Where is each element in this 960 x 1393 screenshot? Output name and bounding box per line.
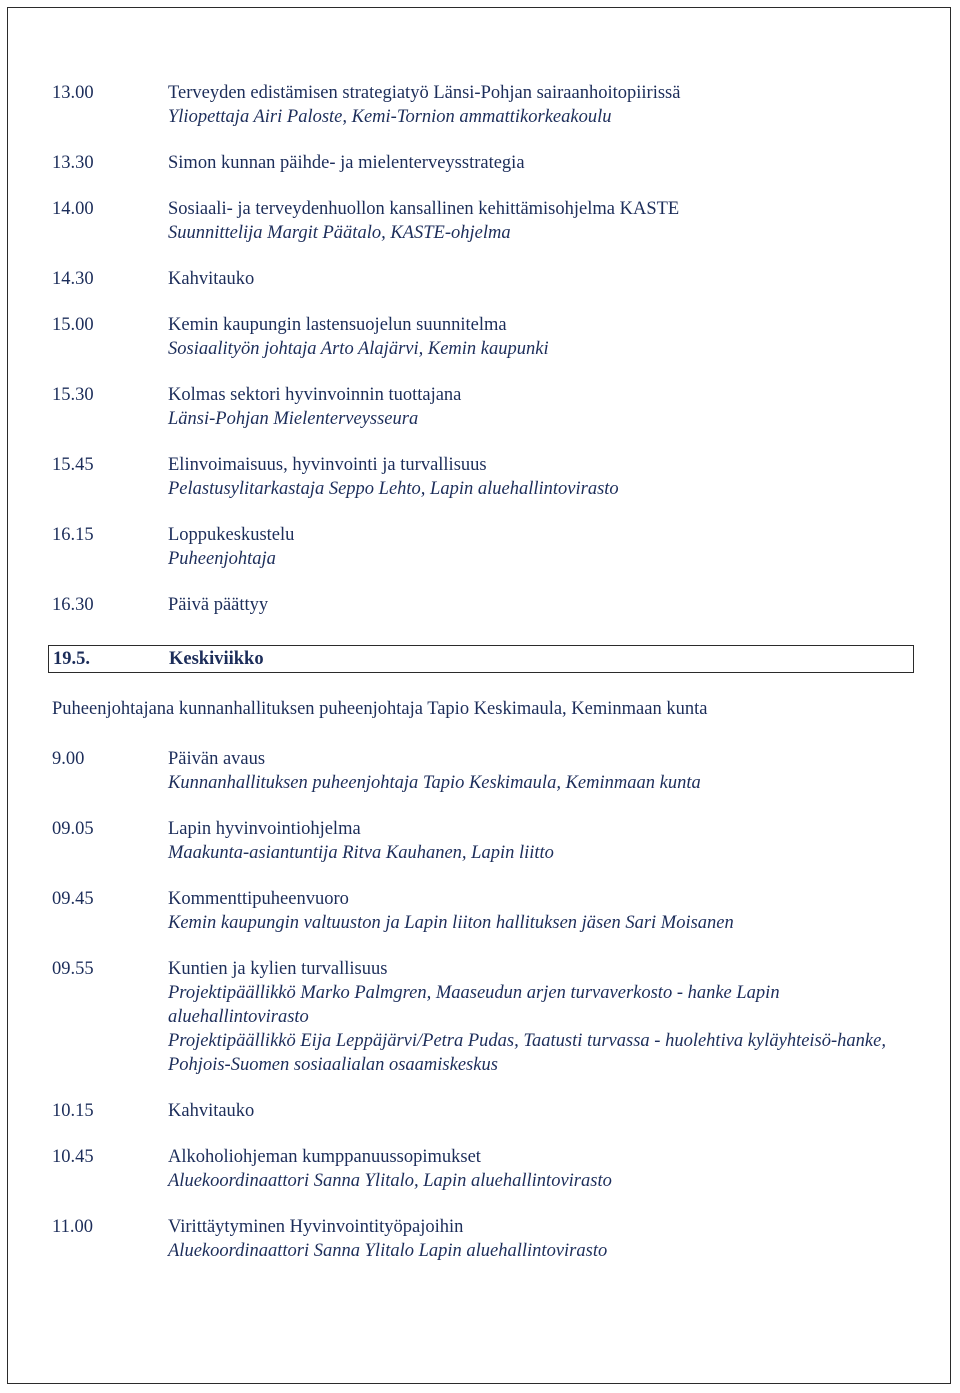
programme (52, 81, 922, 1285)
schedule-item (52, 747, 922, 795)
day1-schedule (52, 81, 922, 617)
day-date: 19.5. (53, 649, 90, 669)
item-time: 10.15 (52, 1101, 94, 1121)
item-time: 14.00 (52, 199, 94, 219)
item-time: 14.30 (52, 269, 94, 289)
item-speaker: Länsi-Pohjan Mielenterveysseura (168, 409, 419, 429)
item-time: 11.00 (52, 1217, 93, 1237)
item-time: 15.30 (52, 385, 94, 405)
item-speaker: Aluekoordinaattori Sanna Ylitalo Lapin aluehallintovirasto (168, 1241, 608, 1261)
schedule-item (52, 81, 922, 129)
schedule-item (52, 151, 922, 175)
day-header (48, 645, 914, 673)
item-speaker: Pelastusylitarkastaja Seppo Lehto, Lapin aluehallintovirasto (168, 479, 619, 499)
item-title: Lapin hyvinvointiohjelma (168, 819, 361, 839)
item-title: Kahvitauko (168, 1101, 255, 1121)
item-speaker: Sosiaalityön johtaja Arto Alajärvi, Kemin kaupunki (168, 339, 549, 359)
item-speaker: Projektipäällikkö Eija Leppäjärvi/Petra Pudas, Taatusti turvassa - huolehtiva kyläyhteisö-hanke, (168, 1031, 886, 1051)
item-speaker: Puheenjohtaja (168, 549, 276, 569)
schedule-item (52, 453, 922, 501)
item-time: 13.00 (52, 83, 94, 103)
item-time: 13.30 (52, 153, 94, 173)
schedule-item (52, 267, 922, 291)
item-speaker: Yliopettaja Airi Paloste, Kemi-Tornion ammattikorkeakoulu (168, 107, 612, 127)
schedule-item (52, 313, 922, 361)
item-title: Elinvoimaisuus, hyvinvointi ja turvallisuus (168, 455, 487, 475)
item-time: 15.45 (52, 455, 94, 475)
item-speaker: Suunnittelija Margit Päätalo, KASTE-ohjelma (168, 223, 511, 243)
item-title: Kommenttipuheenvuoro (168, 889, 349, 909)
item-title: Päivän avaus (168, 749, 266, 769)
item-speaker: Kunnanhallituksen puheenjohtaja Tapio Keskimaula, Keminmaan kunta (168, 773, 701, 793)
item-speaker: Projektipäällikkö Marko Palmgren, Maaseudun arjen turvaverkosto - hanke Lapin aluehallintovirasto (168, 983, 780, 1027)
item-time: 09.45 (52, 889, 94, 909)
item-time: 16.30 (52, 595, 94, 615)
item-speaker: Kemin kaupungin valtuuston ja Lapin liiton hallituksen jäsen Sari Moisanen (168, 913, 734, 933)
item-title: Simon kunnan päihde- ja mielenterveysstrategia (168, 153, 525, 173)
chairperson-line: Puheenjohtajana kunnanhallituksen puheenjohtaja Tapio Keskimaula, Keminmaan kunta (52, 699, 708, 719)
item-title: Päivä päättyy (168, 595, 269, 615)
item-title: Virittäytyminen Hyvinvointityöpajoihin (168, 1217, 464, 1237)
schedule-item (52, 957, 922, 1077)
schedule-item (52, 523, 922, 571)
item-speaker: Maakunta-asiantuntija Ritva Kauhanen, Lapin liitto (168, 843, 554, 863)
schedule-item (52, 817, 922, 865)
schedule-item (52, 887, 922, 935)
item-title: Loppukeskustelu (168, 525, 295, 545)
item-time: 16.15 (52, 525, 94, 545)
day-weekday: Keskiviikko (169, 649, 264, 669)
item-time: 09.05 (52, 819, 94, 839)
day2-schedule (52, 747, 922, 1263)
item-title: Kemin kaupungin lastensuojelun suunnitelma (168, 315, 507, 335)
item-speaker: Pohjois-Suomen sosiaalialan osaamiskeskus (168, 1055, 498, 1075)
schedule-item (52, 593, 922, 617)
schedule-item (52, 1215, 922, 1263)
schedule-item (52, 1145, 922, 1193)
schedule-item (52, 197, 922, 245)
item-title: Sosiaali- ja terveydenhuollon kansallinen kehittämisohjelma KASTE (168, 199, 680, 219)
item-title: Alkoholiohjeman kumppanuussopimukset (168, 1147, 481, 1167)
item-time: 10.45 (52, 1147, 94, 1167)
item-time: 15.00 (52, 315, 94, 335)
schedule-item (52, 383, 922, 431)
item-title: Kahvitauko (168, 269, 255, 289)
item-time: 09.55 (52, 959, 94, 979)
item-title: Terveyden edistämisen strategiatyö Länsi-Pohjan sairaanhoitopiirissä (168, 83, 681, 103)
item-time: 9.00 (52, 749, 85, 769)
item-title: Kuntien ja kylien turvallisuus (168, 959, 388, 979)
schedule-item (52, 1099, 922, 1123)
item-title: Kolmas sektori hyvinvoinnin tuottajana (168, 385, 462, 405)
item-speaker: Aluekoordinaattori Sanna Ylitalo, Lapin aluehallintovirasto (168, 1171, 612, 1191)
